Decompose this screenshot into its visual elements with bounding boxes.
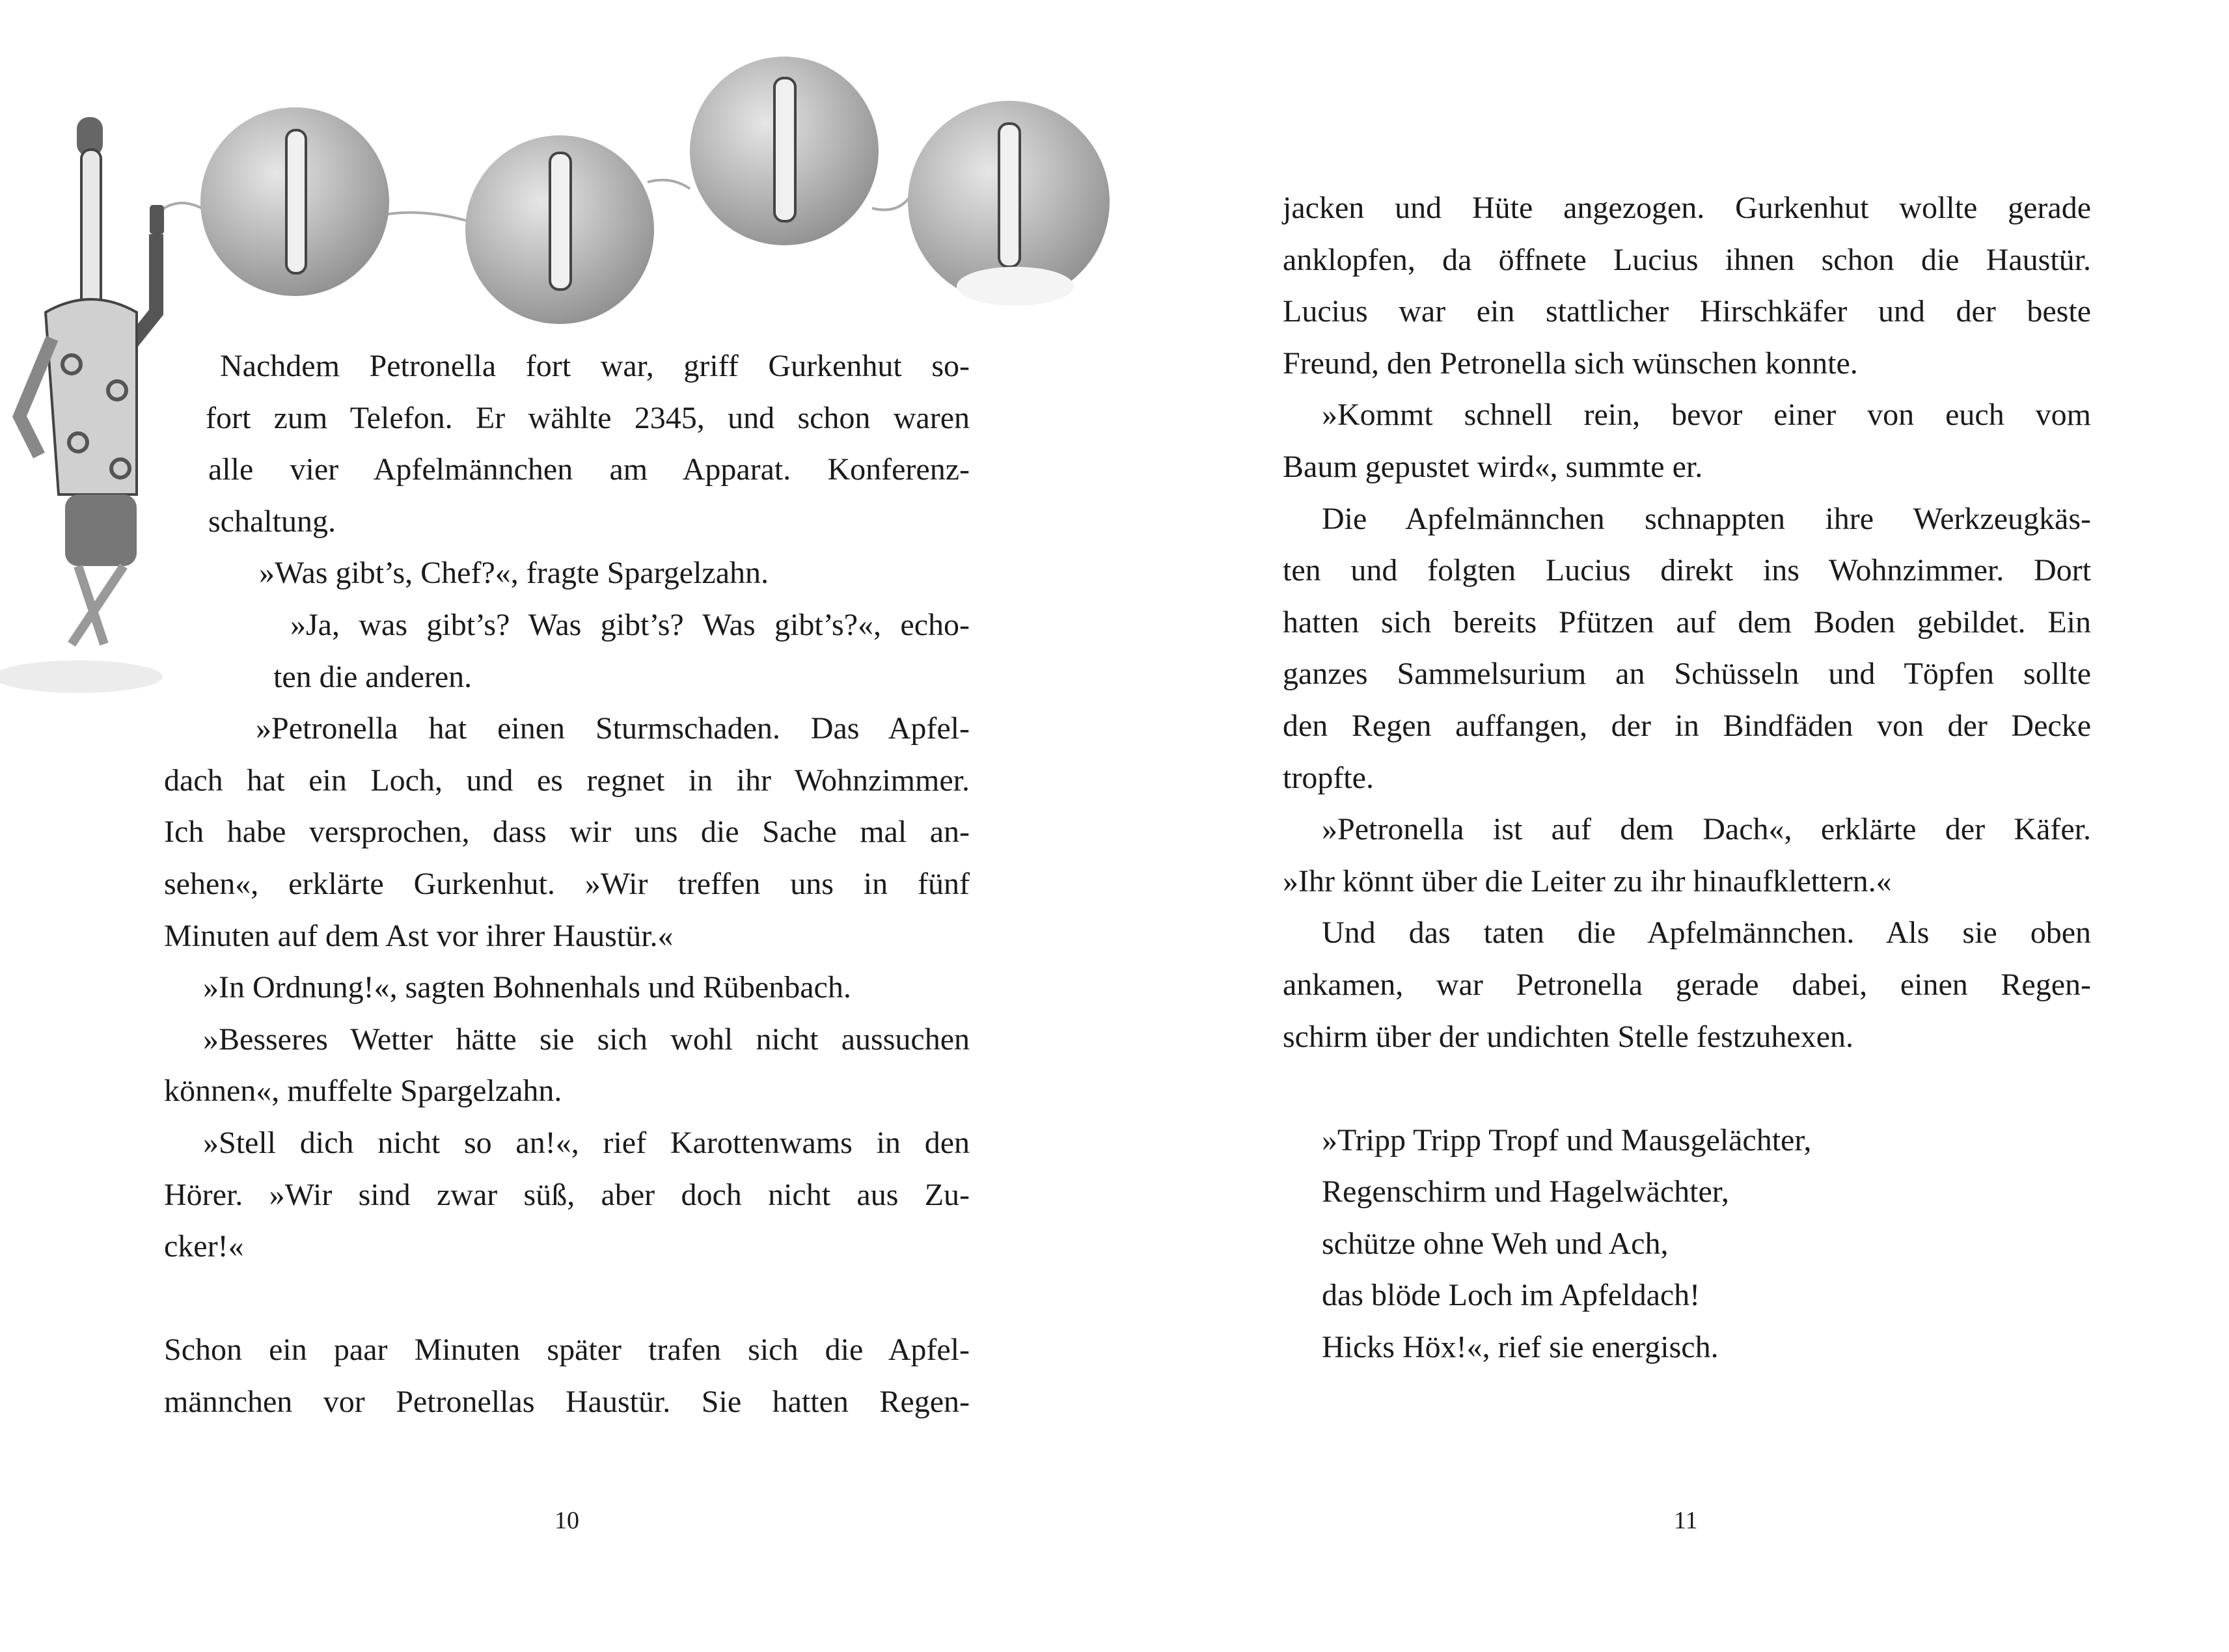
text-line: männchen vor Petronellas Haustür. Sie hatten Regen- [164, 1384, 970, 1419]
text-line: ankamen, war Petronella gerade dabei, einen Regen- [1283, 967, 2091, 1002]
text-line: fort zum Telefon. Er wählte 2345, und schon waren [206, 400, 970, 435]
text-line: »Kommt schnell rein, bevor einer von euch vom [1322, 398, 2091, 433]
text-line: tropfte. [1283, 760, 1374, 795]
text-line: Hicks Höx!«, rief sie energisch. [1322, 1330, 1719, 1365]
phone-call-circle-3-icon [690, 57, 879, 245]
text-line: Hörer. »Wir sind zwar süß, aber doch nicht aus Zu- [164, 1177, 970, 1212]
text-line: Minuten auf dem Ast vor ihrer Haustür.« [164, 918, 674, 953]
text-line: Regenschirm und Hagelwächter, [1322, 1174, 1729, 1210]
paragraph-gap [164, 1273, 970, 1325]
text-line: schirm über der undichten Stelle festzuhexen. [1283, 1019, 1854, 1054]
text-line: schütze ohne Weh und Ach, [1322, 1226, 1669, 1261]
text-line: jacken und Hüte angezogen. Gurkenhut wollte gerade [1283, 191, 2091, 225]
text-line: Nachdem Petronella fort war, griff Gurkenhut so- [220, 349, 970, 383]
phone-call-circle-1-icon [200, 107, 389, 296]
text-line: »Ja, was gibt’s? Was gibt’s? Was gibt’s?«, echo- [290, 607, 970, 642]
text-line: schaltung. [208, 504, 336, 539]
text-line: »Stell dich nicht so an!«, rief Karottenwams in den [203, 1125, 970, 1160]
text-line: Die Apfelmännchen schnappten ihre Werkzeugkäs- [1322, 501, 2091, 536]
text-line: ten die anderen. [273, 659, 472, 694]
text-line: »In Ordnung!«, sagten Bohnenhals und Rübenbach. [203, 970, 851, 1005]
text-line: »Petronella hat einen Sturmschaden. Das Apfel- [256, 711, 970, 746]
text-line: hatten sich bereits Pfützen auf dem Boden gebildet. Ein [1283, 604, 2091, 640]
left-page-text [164, 340, 970, 1428]
phone-call-circle-2-icon [465, 135, 654, 324]
text-line: den Regen auffangen, der in Bindfäden von der Decke [1283, 708, 2091, 743]
phone-call-circle-4-icon [908, 101, 1110, 306]
text-line: »Was gibt’s, Chef?«, fragte Spargelzahn. [259, 556, 769, 591]
text-line: dach hat ein Loch, und es regnet in ihr Wohnzimmer. [164, 763, 970, 798]
text-line: Freund, den Petronella sich wünschen konnte. [1283, 345, 1858, 381]
right-page-text [1283, 182, 2091, 1374]
text-line: können«, muffelte Spargelzahn. [164, 1074, 562, 1109]
text-line: »Petronella ist auf dem Dach«, erklärte der Käfer. [1322, 812, 2091, 847]
text-line: Und das taten die Apfelmännchen. Als sie oben [1322, 915, 2091, 951]
text-line: alle vier Apfelmännchen am Apparat. Konferenz- [208, 452, 970, 487]
text-line: Schon ein paar Minuten später trafen sich die Apfel- [164, 1333, 970, 1368]
text-line: das blöde Loch im Apfeldach! [1322, 1278, 1701, 1313]
text-line: »Ihr könnt über die Leiter zu ihr hinaufklettern.« [1283, 863, 1892, 899]
text-line: »Besseres Wetter hätte sie sich wohl nicht aussuchen [203, 1022, 970, 1057]
text-line: ten und folgten Lucius direkt ins Wohnzimmer. Dort [1283, 553, 2091, 588]
page-number-right: 11 [1674, 1507, 1698, 1534]
page-number-left: 10 [554, 1507, 579, 1534]
text-line: Ich habe versprochen, dass wir uns die Sache mal an- [164, 815, 970, 850]
standing-character-with-phone-icon [0, 117, 164, 693]
text-line: Lucius war ein stattlicher Hirschkäfer und der beste [1283, 294, 2091, 329]
text-line: Baum gepustet wird«, summte er. [1283, 449, 1703, 484]
text-line: anklopfen, da öffnete Lucius ihnen schon die Haustür. [1283, 242, 2091, 277]
text-line: cker!« [164, 1229, 244, 1264]
paragraph-gap [1283, 1063, 2091, 1115]
text-line: »Tripp Tripp Tropf und Mausgelächter, [1322, 1122, 1812, 1158]
text-line: ganzes Sammelsurium an Schüsseln und Töpfen sollte [1283, 657, 2091, 692]
text-line: sehen«, erklärte Gurkenhut. »Wir treffen uns in fünf [164, 866, 970, 901]
